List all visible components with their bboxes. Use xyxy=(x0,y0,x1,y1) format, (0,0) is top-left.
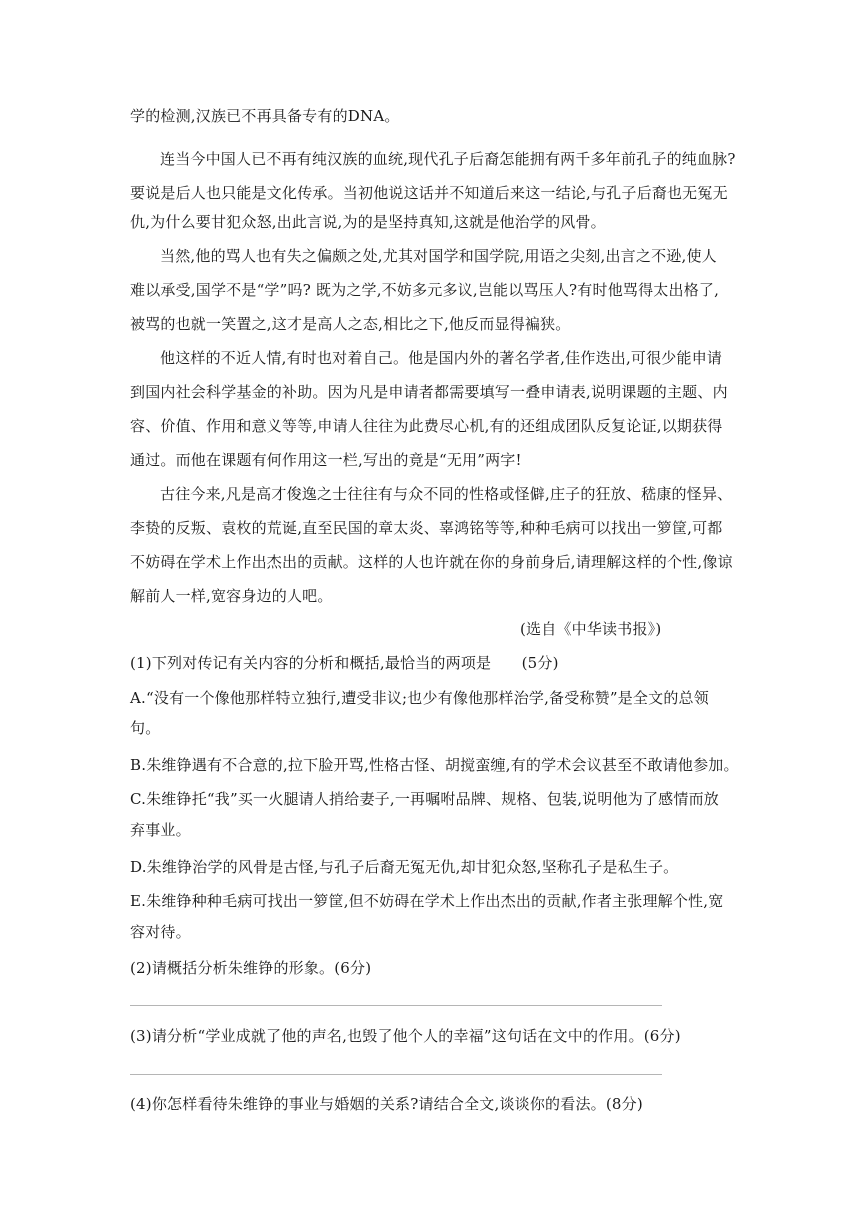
text-line-14: 不妨碍在学术上作出杰出的贡献。这样的人也许就在你的身前身后,请理解这样的个性,像谅 xyxy=(130,553,733,571)
option-c: C.朱维铮托“我”买一火腿请人捎给妻子,一再嘱咐品牌、规格、包装,说明他为了感情而放 xyxy=(130,790,719,808)
question-2: (2)请概括分析朱维铮的形象。(6分) xyxy=(130,959,372,977)
text-line-13: 李贽的反叛、袁枚的荒诞,直至民国的章太炎、辜鸿铭等等,种种毛病可以找出一箩筐,可都 xyxy=(130,519,723,537)
option-a-cont: 句。 xyxy=(130,719,161,737)
option-d: D.朱维铮治学的风骨是古怪,与孔子后裔无冤无仇,却甘犯众怒,坚称孔子是私生子。 xyxy=(130,858,679,876)
text-line-6: 难以承受,国学不是“学”吗? 既为之学,不妨多元多议,岂能以骂压人?有时他骂得太出格了, xyxy=(130,281,720,299)
text-line-10: 容、价值、作用和意义等等,申请人往往为此费尽心机,有的还组成团队反复论证,以期获得 xyxy=(130,417,723,435)
text-line-3: 要说是后人也只能是文化传承。当初他说这话并不知道后来这一结论,与孔子后裔也无冤无 xyxy=(130,184,728,202)
question-1: (1)下列对传记有关内容的分析和概括,最恰当的两项是 (5分) xyxy=(130,654,559,672)
text-line-4: 仇,为什么要甘犯众怒,出此言说,为的是坚持真知,这就是他治学的风骨。 xyxy=(130,213,606,231)
text-line-15: 解前人一样,宽容身边的人吧。 xyxy=(130,587,333,605)
option-e-cont: 容对待。 xyxy=(130,923,191,941)
text-line-5: 当然,他的骂人也有失之偏颇之处,尤其对国学和国学院,用语之尖刻,出言之不逊,使人 xyxy=(160,247,717,265)
text-line-2: 连当今中国人已不再有纯汉族的血统,现代孔子后裔怎能拥有两千多年前孔子的纯血脉? xyxy=(160,150,736,168)
option-e: E.朱维铮种种毛病可找出一箩筐,但不妨碍在学术上作出杰出的贡献,作者主张理解个性,宽 xyxy=(130,892,724,910)
source-citation: (选自《中华读书报》) xyxy=(520,620,662,638)
text-line-1: 学的检测,汉族已不再具备专有的DNA。 xyxy=(130,107,400,125)
text-line-9: 到国内社会科学基金的补助。因为凡是申请者都需要填写一叠申请表,说明课题的主题、内 xyxy=(130,383,728,401)
answer-line-1 xyxy=(130,1005,662,1006)
text-line-7: 被骂的也就一笑置之,这才是高人之态,相比之下,他反而显得褊狭。 xyxy=(130,315,571,333)
option-c-cont: 弃事业。 xyxy=(130,821,191,839)
option-b: B.朱维铮遇有不合意的,拉下脸开骂,性格古怪、胡搅蛮缠,有的学术会议甚至不敢请他参加。 xyxy=(130,756,739,774)
text-line-8: 他这样的不近人情,有时也对着自己。他是国内外的著名学者,佳作迭出,可很少能申请 xyxy=(160,349,723,367)
question-3: (3)请分析“学业成就了他的声名,也毁了他个人的幸福”这句话在文中的作用。(6分) xyxy=(130,1027,681,1045)
option-a: A.“没有一个像他那样特立独行,遭受非议;也少有像他那样治学,备受称赞”是全文的总领 xyxy=(130,689,709,707)
text-line-11: 通过。而他在课题有何作用这一栏,写出的竟是“无用”两字! xyxy=(130,451,522,469)
question-4: (4)你怎样看待朱维铮的事业与婚姻的关系?请结合全文,谈谈你的看法。(8分) xyxy=(130,1095,643,1113)
text-line-12: 古往今来,凡是高才俊逸之士往往有与众不同的性格或怪僻,庄子的狂放、嵇康的怪异、 xyxy=(160,485,733,503)
answer-line-2 xyxy=(130,1074,662,1075)
